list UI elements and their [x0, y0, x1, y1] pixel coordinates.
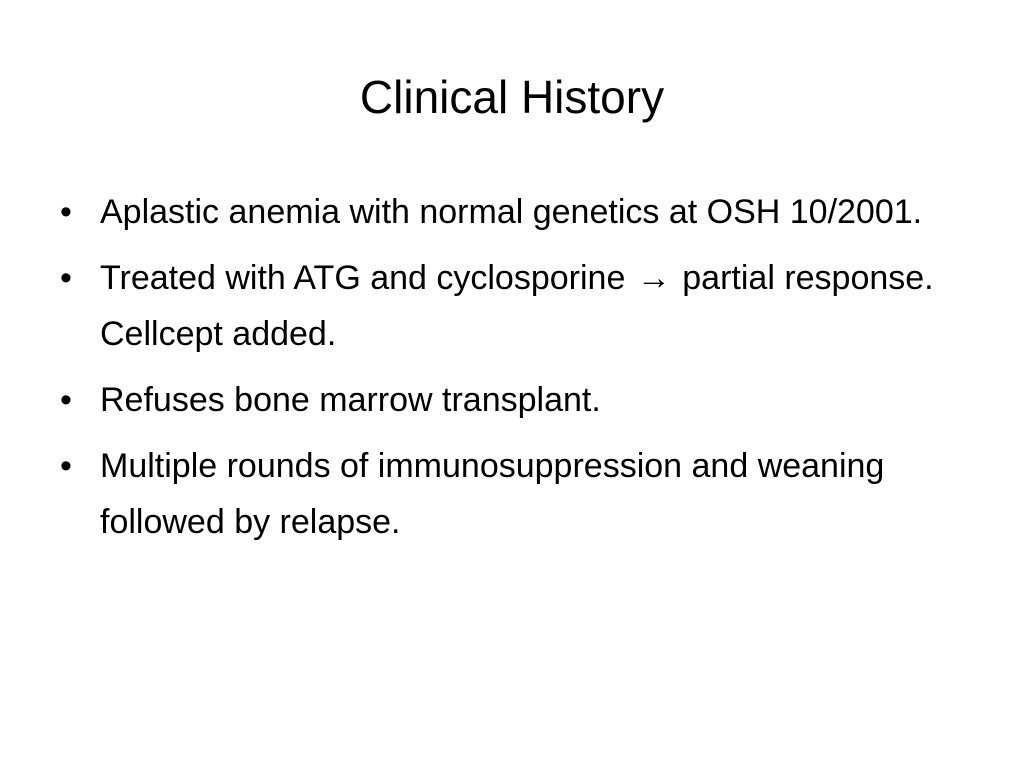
bullet-dot-icon: • [60, 193, 72, 231]
bullet-item [60, 184, 940, 240]
bullet-text: Multiple rounds of immunosuppression and weaning followed by relapse. [100, 447, 885, 541]
slide-title: Clinical History [359, 71, 665, 123]
bullet-item [60, 250, 940, 362]
bullet-item [60, 438, 940, 550]
bullet-list [60, 184, 940, 560]
bullet-dot-icon: • [60, 447, 72, 485]
bullet-dot-icon: • [60, 259, 72, 297]
right-arrow-icon: → [636, 259, 671, 297]
bullet-text: Treated with ATG and cyclosporine [100, 259, 626, 297]
bullet-text: Refuses bone marrow transplant. [100, 381, 601, 419]
bullet-dot-icon: • [60, 381, 72, 419]
bullet-text: Aplastic anemia with normal genetics at OSH 10/2001. [100, 193, 923, 231]
bullet-text: partial response. Cellcept added. [100, 259, 934, 353]
bullet-item [60, 372, 940, 428]
